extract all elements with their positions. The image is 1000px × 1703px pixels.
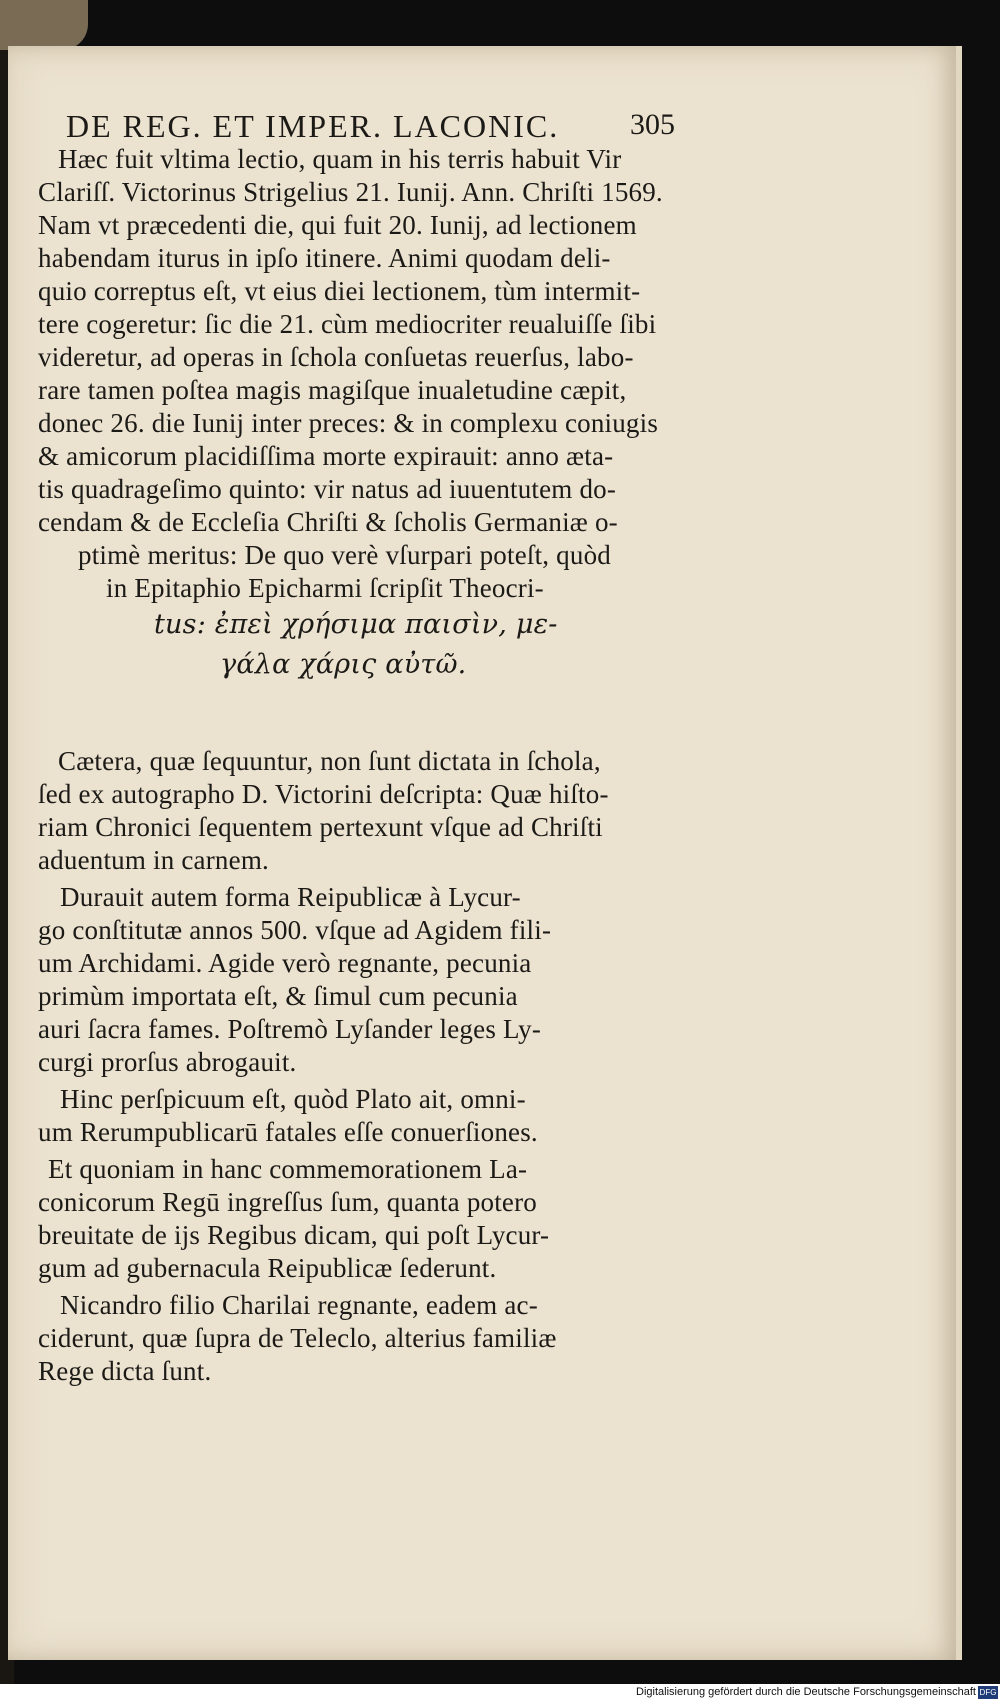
text-line: Hinc perſpicuum eſt, quòd Plato ait, omni- bbox=[60, 1084, 526, 1114]
text-line: rare tamen poſtea magis magiſque inualetudine cæpit, bbox=[38, 375, 627, 405]
text-line: Nicandro filio Charilai regnante, eadem ac- bbox=[60, 1290, 538, 1320]
text-line: Hæc fuit vltima lectio, quam in his terris habuit Vir bbox=[58, 144, 622, 174]
text-line: gum ad gubernacula Reipublicæ ſederunt. bbox=[38, 1253, 497, 1283]
text-line: ptimè meritus: De quo verè vſurpari poteſt, quòd bbox=[78, 540, 611, 570]
text-line: Durauit autem forma Reipublicæ à Lycur- bbox=[60, 882, 521, 912]
text-line: tere cogeretur: ſic die 21. cùm mediocriter reualuiſſe ſibi bbox=[38, 309, 657, 339]
text-line: go conſtitutæ annos 500. vſque ad Agidem fili- bbox=[38, 915, 552, 945]
text-line: cendam & de Eccleſia Chriſti & ſcholis Germaniæ o- bbox=[38, 507, 618, 537]
text-line: aduentum in carnem. bbox=[38, 845, 269, 875]
text-line: um Rerumpublicarū fatales eſſe conuerſiones. bbox=[38, 1117, 538, 1147]
text-line: tis quadrageſimo quinto: vir natus ad iuuentutem do- bbox=[38, 474, 617, 504]
text-line: riam Chronici ſequentem pertexunt vſque ad Chriſti bbox=[38, 812, 603, 842]
text-line: conicorum Regū ingreſſus ſum, quanta potero bbox=[38, 1187, 537, 1217]
text-line: curgi prorſus abrogauit. bbox=[38, 1047, 297, 1077]
greek-quote-line: tus: ἐπεὶ χρήσιμα παισὶν, με- bbox=[154, 609, 558, 640]
binding-corner bbox=[0, 0, 88, 50]
text-line: Clariſſ. Victorinus Strigelius 21. Iunij. Ann. Chriſti 1569. bbox=[38, 177, 663, 207]
text-line: um Archidami. Agide verò regnante, pecunia bbox=[38, 948, 532, 978]
text-line: in Epitaphio Epicharmi ſcripſit Theocri- bbox=[106, 573, 544, 603]
text-line: ſed ex autographo D. Victorini deſcripta: Quæ hiſto- bbox=[38, 779, 609, 809]
text-line: videretur, ad operas in ſchola conſuetas reuerſus, labo- bbox=[38, 342, 634, 372]
running-head: DE REG. ET IMPER. LACONIC. bbox=[66, 108, 560, 144]
text-line: primùm importata eſt, & ſimul cum pecunia bbox=[38, 981, 518, 1011]
text-line: ciderunt, quæ ſupra de Teleclo, alterius familiæ bbox=[38, 1323, 557, 1353]
text-line: quio correptus eſt, vt eius diei lectionem, tùm intermit- bbox=[38, 276, 641, 306]
text-line: Rege dicta ſunt. bbox=[38, 1356, 212, 1386]
text-line: & amicorum placidiſſima morte expirauit: anno æta- bbox=[38, 441, 614, 471]
text-line: auri ſacra fames. Poſtremò Lyſander leges Ly- bbox=[38, 1014, 542, 1044]
text-line: Et quoniam in hanc commemorationem La- bbox=[48, 1154, 528, 1184]
text-line: Cætera, quæ ſequuntur, non ſunt dictata in ſchola, bbox=[58, 746, 601, 776]
greek-quote-line: γάλα χάρις αὐτῶ. bbox=[220, 649, 467, 680]
text-line: Nam vt præcedenti die, qui fuit 20. Iunij, ad lectionem bbox=[38, 210, 637, 240]
digitization-credit: Digitalisierung gefördert durch die Deutsche Forschungsgemeinschaft bbox=[636, 1686, 976, 1698]
page-number: 305 bbox=[630, 108, 675, 141]
text-line: breuitate de ijs Regibus dicam, qui poſt Lycur- bbox=[38, 1220, 550, 1250]
text-line: habendam iturus in ipſo itinere. Animi quodam deli- bbox=[38, 243, 611, 273]
page-header bbox=[66, 108, 676, 148]
text-line: donec 26. die Iunij inter preces: & in complexu coniugis bbox=[38, 408, 659, 438]
dfg-logo: DFG bbox=[979, 1688, 997, 1697]
